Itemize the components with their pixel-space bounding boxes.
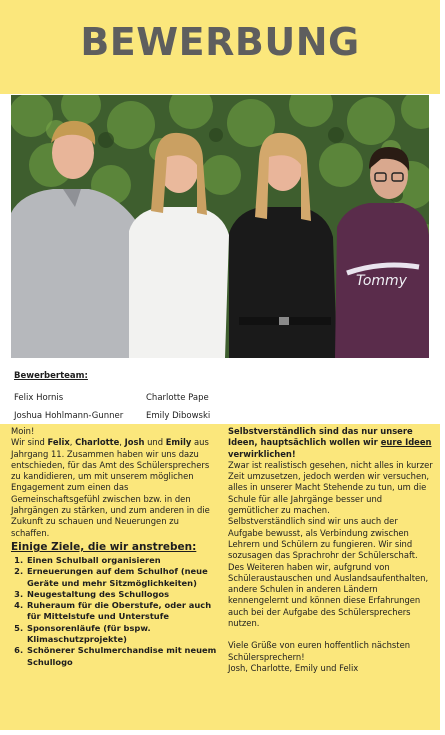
team-member: Charlotte Pape	[146, 393, 209, 403]
list-item: 2. Erneuerungen auf dem Schulhof (neue Geräte und mehr Sitzmöglichkeiten)	[26, 566, 218, 589]
realism-paragraph: Zwar ist realistisch gesehen, nicht alles in kurzer Zeit umzusetzen, jedoch werden wir versuchen, alles in unserer Macht Stehende zu tun, um die Schule für alle Jahrgänge besser und gemütlicher zu machen.	[228, 459, 433, 516]
role-paragraph: Selbstverständlich sind wir uns auch der Aufgabe bewusst, als Verbindung zwischen Lehrern und Schülern zu fungieren. Wir sind sozusagen das Sprachrohr der Schülerschaft. Des Weiteren haben wir, aufgrund von Schüleraustauschen und Auslandsaufenthalten, andere Schulen in anderen Ländern kennengelernt und können diese Erfahrungen auch bei der Aufgabe des Schülersprechers nutzen.	[228, 516, 429, 629]
closing-greeting: Viele Grüße von euren hoffentlich nächsten Schülersprechern!	[228, 640, 411, 662]
team-photo	[11, 95, 429, 358]
signature: Josh, Charlotte, Emily und Felix	[228, 662, 359, 673]
intro-paragraph: Wir sind Felix, Charlotte, Josh und Emily aus Jahrgang 11. Zusammen haben wir uns dazu entschieden, für das Amt des Schülersprechers zu kandidieren, um mit unserem möglichen Engagement zum einen das Gemeinschaftsgefühl zwischen bzw. in den Jahrgängen zu stärken, und zum anderen in die Zukunft zu schauen und Neuerungen zu schaffen.	[11, 437, 210, 538]
list-item: 4. Ruheraum für die Oberstufe, oder auch für Mittelstufe und Unterstufe	[26, 600, 218, 623]
greeting: Moin!	[11, 426, 35, 436]
team-member: Emily Dibowski	[146, 411, 211, 421]
list-item: 3. Neugestaltung des Schullogos	[26, 589, 218, 600]
shirt-logo-text: Tommy	[356, 273, 407, 289]
right-column	[228, 426, 433, 674]
header-banner	[0, 0, 440, 94]
list-item: 1. Einen Schulball organisieren	[26, 555, 218, 566]
left-column	[11, 426, 218, 668]
team-photo-image	[11, 95, 429, 358]
team-title: Bewerberteam:	[14, 371, 88, 381]
ideas-statement: Selbstverständlich sind das nur unsere Ideen, hauptsächlich wollen wir eure Ideen verwirklichen!	[228, 426, 432, 459]
team-member: Felix Hornis	[14, 393, 64, 403]
list-item: 6. Schönerer Schulmerchandise mit neuem Schullogo	[26, 645, 218, 668]
applicant-team	[11, 360, 429, 424]
page-title: BEWERBUNG	[80, 20, 360, 64]
list-item: 5. Sponsorenläufe (für bspw. Klimaschutzprojekte)	[26, 623, 218, 646]
goals-list	[11, 555, 218, 668]
goals-heading: Einige Ziele, die wir anstreben:	[11, 540, 197, 553]
team-member: Joshua Hohlmann-Gunner	[14, 411, 124, 421]
